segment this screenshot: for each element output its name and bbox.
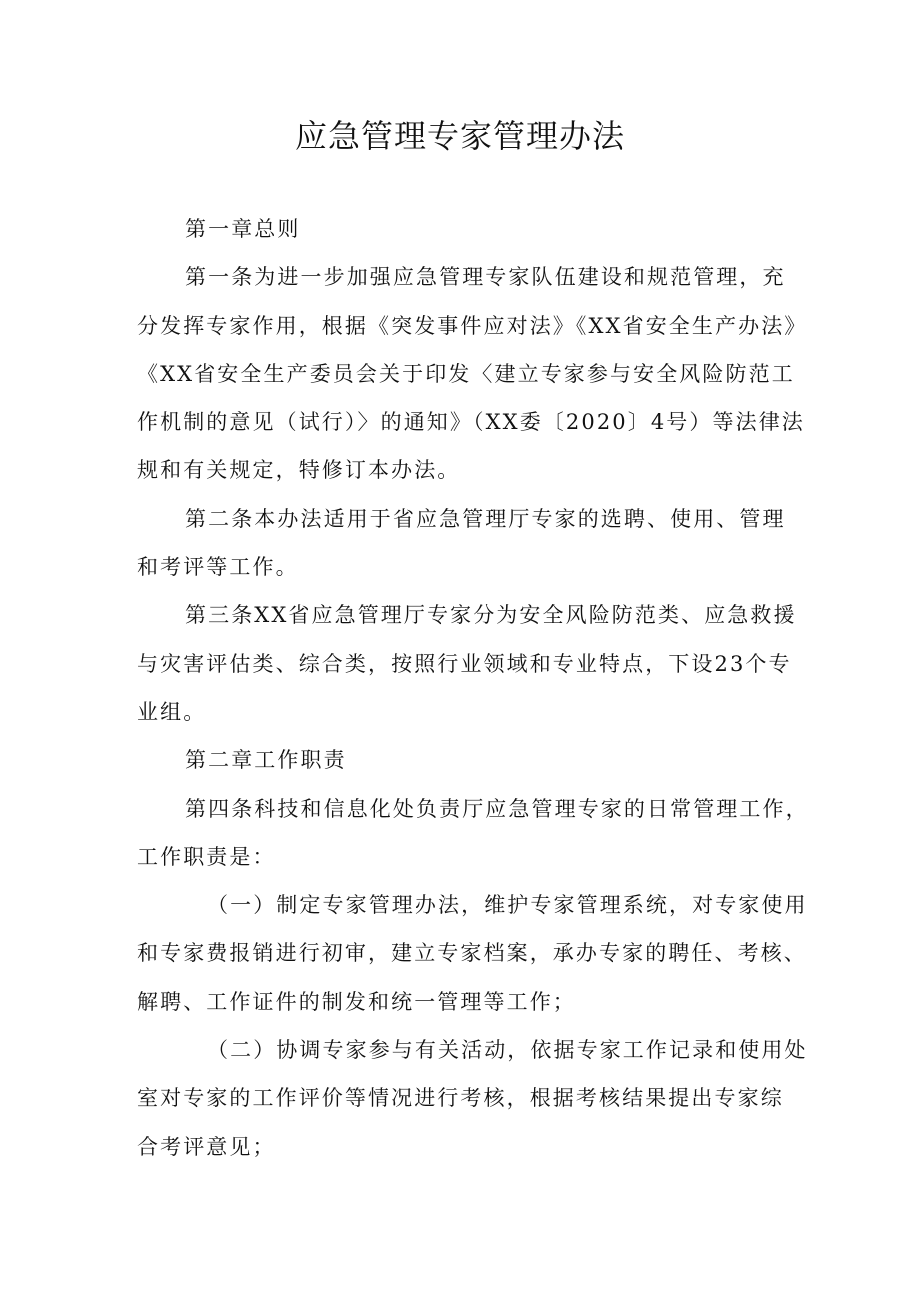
text-line: 《XX省安全生产委员会关于印发〈建立专家参与安全风险防范工 [137,361,795,386]
text-line: 解聘、工作证件的制发和统一管理等工作； [137,989,576,1014]
article-paragraph [137,495,797,592]
text-line: （二）协调专家参与有关活动，依据专家工作记录和使用处 [207,1038,808,1063]
text-line: 和专家费报销进行初审，建立专家档案，承办专家的聘任、考核、 [137,941,807,966]
text-line: 规和有关规定，特修订本办法。 [137,458,461,483]
text-line: 第四条科技和信息化处负责厅应急管理专家的日常管理工作， [185,796,809,821]
text-line: （一）制定专家管理办法，维护专家管理系统，对专家使用 [207,893,808,918]
article-paragraph [137,785,809,882]
list-item-paragraph [137,881,808,1026]
text-line: 第三条XX省应急管理厅专家分为安全风险防范类、应急救援 [185,603,797,628]
text-line: 第一条为进一步加强应急管理专家队伍建设和规范管理，充 [185,265,786,290]
document-body [137,205,809,1171]
chapter-heading-text: 第二章工作职责 [185,748,347,773]
article-paragraph [137,253,808,494]
text-line: 分发挥专家作用，根据《突发事件应对法》《XX省安全生产办法》 [137,313,808,338]
text-line: 工作职责是： [137,844,276,869]
article-paragraph [137,591,797,736]
text-line: 合考评意见； [137,1134,276,1159]
chapter-heading [137,736,797,784]
text-line: 和考评等工作。 [137,555,299,580]
text-line: 与灾害评估类、综合类，按照行业领域和专业特点，下设23个专 [137,651,792,676]
chapter-heading-text: 第一章总则 [185,217,301,241]
text-line: 第二条本办法适用于省应急管理厅专家的选聘、使用、管理 [185,506,786,531]
chapter-heading [137,205,797,253]
text-line: 作机制的意见（试行）〉的通知》（XX委〔2020〕4号）等法律法 [137,410,805,435]
text-line: 业组。 [137,699,207,724]
document-title: 应急管理专家管理办法 [294,117,625,155]
text-line: 室对专家的工作评价等情况进行考核，根据考核结果提出专家综 [137,1086,784,1111]
list-item-paragraph [137,1026,808,1171]
